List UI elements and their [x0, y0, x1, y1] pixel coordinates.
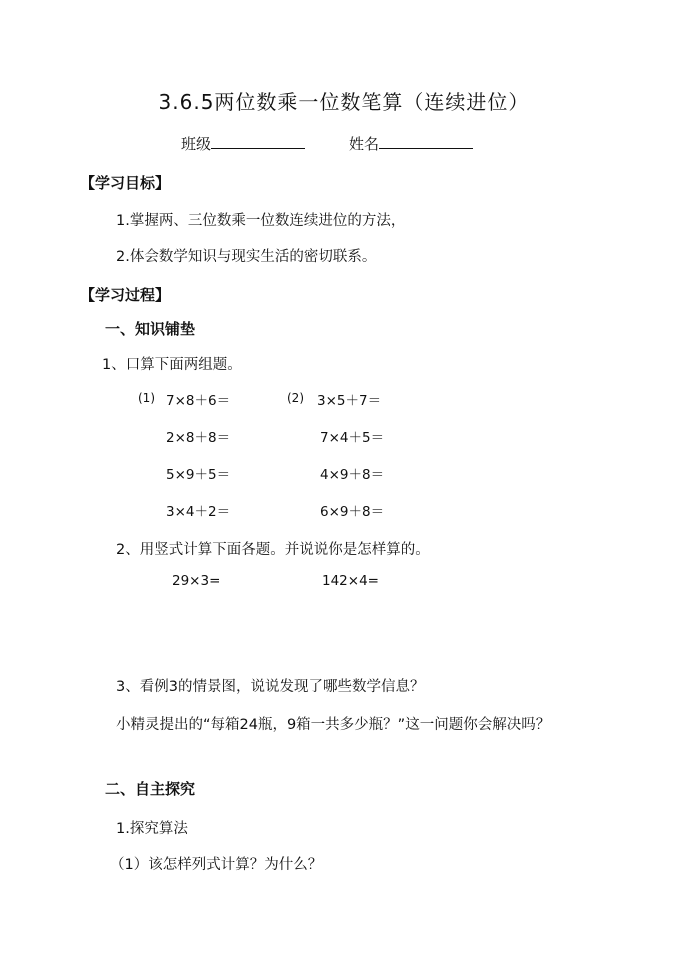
explore-sub-1: （1）该怎样列式计算？为什么？ — [110, 857, 323, 873]
goal-item-2: 2.体会数学知识与现实生活的密切联系。 — [116, 249, 377, 265]
group2-expr-3: 4×9＋8＝ — [320, 467, 385, 483]
part1-heading: 一、知识铺垫 — [105, 320, 196, 338]
class-field — [181, 133, 305, 154]
group1-expr-2: 2×8＋8＝ — [166, 430, 231, 446]
q2-expr-1: 29×3= — [172, 573, 221, 589]
name-field — [349, 133, 473, 154]
question-1: 1、口算下面两组题。 — [102, 357, 242, 373]
class-blank[interactable] — [211, 134, 305, 149]
group2-expr-1: 3×5＋7＝ — [317, 393, 382, 409]
goal-item-1: 1.掌握两、三位数乘一位数连续进位的方法， — [116, 213, 406, 229]
explore-item-1: 1.探究算法 — [116, 821, 188, 837]
question-3: 3、看例3的情景图，说说发现了哪些数学信息？ — [116, 679, 425, 695]
goals-heading: 【学习目标】 — [80, 174, 171, 192]
part2-heading: 二、自主探究 — [105, 780, 196, 798]
group1-expr-3: 5×9＋5＝ — [166, 467, 231, 483]
process-heading: 【学习过程】 — [80, 286, 171, 304]
group1-expr-4: 3×4＋2＝ — [166, 504, 231, 520]
name-label: 姓名 — [349, 135, 380, 153]
page-title: 3.6.5两位数乘一位数笔算（连续进位） — [158, 90, 530, 114]
name-blank[interactable] — [379, 134, 473, 149]
class-label: 班级 — [181, 135, 212, 153]
group2-expr-4: 6×9＋8＝ — [320, 504, 385, 520]
group1-expr-1: 7×8＋6＝ — [166, 393, 231, 409]
group2-label: (2) — [287, 391, 304, 405]
question-2: 2、用竖式计算下面各题。并说说你是怎样算的。 — [116, 542, 430, 558]
group2-expr-2: 7×4＋5＝ — [320, 430, 385, 446]
question-3-paragraph: 小精灵提出的“每箱24瓶，9箱一共多少瓶？”这一问题你会解决吗？ — [116, 717, 551, 733]
q2-expr-2: 142×4= — [322, 573, 379, 589]
group1-label: (1) — [138, 391, 155, 405]
